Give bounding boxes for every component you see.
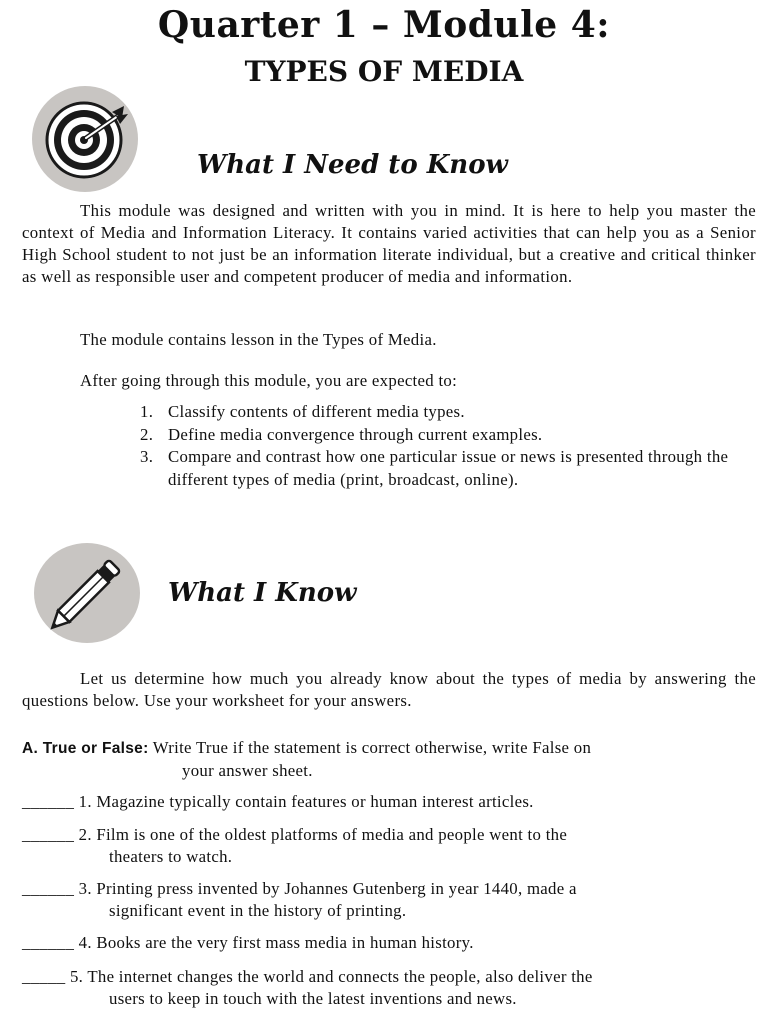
module-contains-text: The module contains lesson in the Types of Media.	[80, 330, 437, 349]
section-heading-what-i-need-to-know: What I Need to Know	[197, 150, 508, 180]
question-text: 5. The internet changes the world and connects the people, also deliver the	[65, 967, 593, 986]
expectations-lead-text: After going through this module, you are expected to:	[80, 371, 458, 390]
page-title: Quarter 1 – Module 4:	[157, 4, 611, 46]
question-text-continued: significant event in the history of printing.	[109, 901, 407, 920]
part-a-label: A. True or False:	[22, 740, 149, 757]
question-item	[22, 966, 742, 1010]
question-text-continued: theaters to watch.	[109, 847, 233, 866]
question-text: 3. Printing press invented by Johannes Gutenberg in year 1440, made a	[74, 879, 577, 898]
question-text: 2. Film is one of the oldest platforms of media and people went to the	[74, 825, 568, 844]
list-item	[140, 401, 760, 424]
list-item-number: 3.	[140, 447, 154, 466]
list-item-text: Define media convergence through current examples.	[168, 424, 543, 444]
list-item-text: Classify contents of different media types.	[168, 402, 465, 421]
question-text-continued: users to keep in touch with the latest inventions and news.	[109, 989, 517, 1008]
page-subtitle: TYPES OF MEDIA	[244, 55, 524, 88]
answer-blank[interactable]: ______	[22, 933, 75, 952]
question-text: 1. Magazine typically contain features or human interest articles.	[74, 792, 534, 811]
list-item-number: 2.	[140, 424, 154, 444]
objectives-list	[140, 401, 760, 491]
list-item	[140, 424, 760, 447]
part-a-instruction-line-1: Write True if the statement is correct otherwise, write False on	[148, 738, 592, 757]
answer-blank[interactable]: ______	[22, 792, 75, 811]
part-a-instructions	[22, 737, 742, 782]
target-icon	[32, 86, 138, 192]
list-item	[140, 446, 760, 491]
question-text: 4. Books are the very first mass media in human history.	[74, 933, 474, 952]
pencil-icon	[34, 543, 140, 643]
question-item	[22, 824, 742, 868]
intro-paragraph: This module was designed and written with you in mind. It is here to help you master the context of Media and Information Literacy. It contains varied activities that can help you as a Senior High School student to not just be an information literate individual, but a creative and critical thinker as well as responsible user and competent producer of media and information.	[22, 201, 756, 286]
section-heading-what-i-know: What I Know	[168, 578, 357, 608]
list-item-number: 1.	[140, 402, 154, 421]
answer-blank[interactable]: _____	[22, 967, 66, 986]
answer-blank[interactable]: ______	[22, 825, 75, 844]
question-item	[22, 878, 742, 922]
assessment-intro-paragraph: Let us determine how much you already know about the types of media by answering the questions below. Use your worksheet for your answers.	[22, 669, 756, 710]
question-item	[22, 791, 742, 813]
question-item	[22, 932, 742, 954]
list-item-text: Compare and contrast how one particular issue or news is presented through the different types of media (print, broadcast, online).	[168, 447, 729, 489]
answer-blank[interactable]: ______	[22, 879, 75, 898]
part-a-instruction-line-2: your answer sheet.	[182, 761, 313, 780]
